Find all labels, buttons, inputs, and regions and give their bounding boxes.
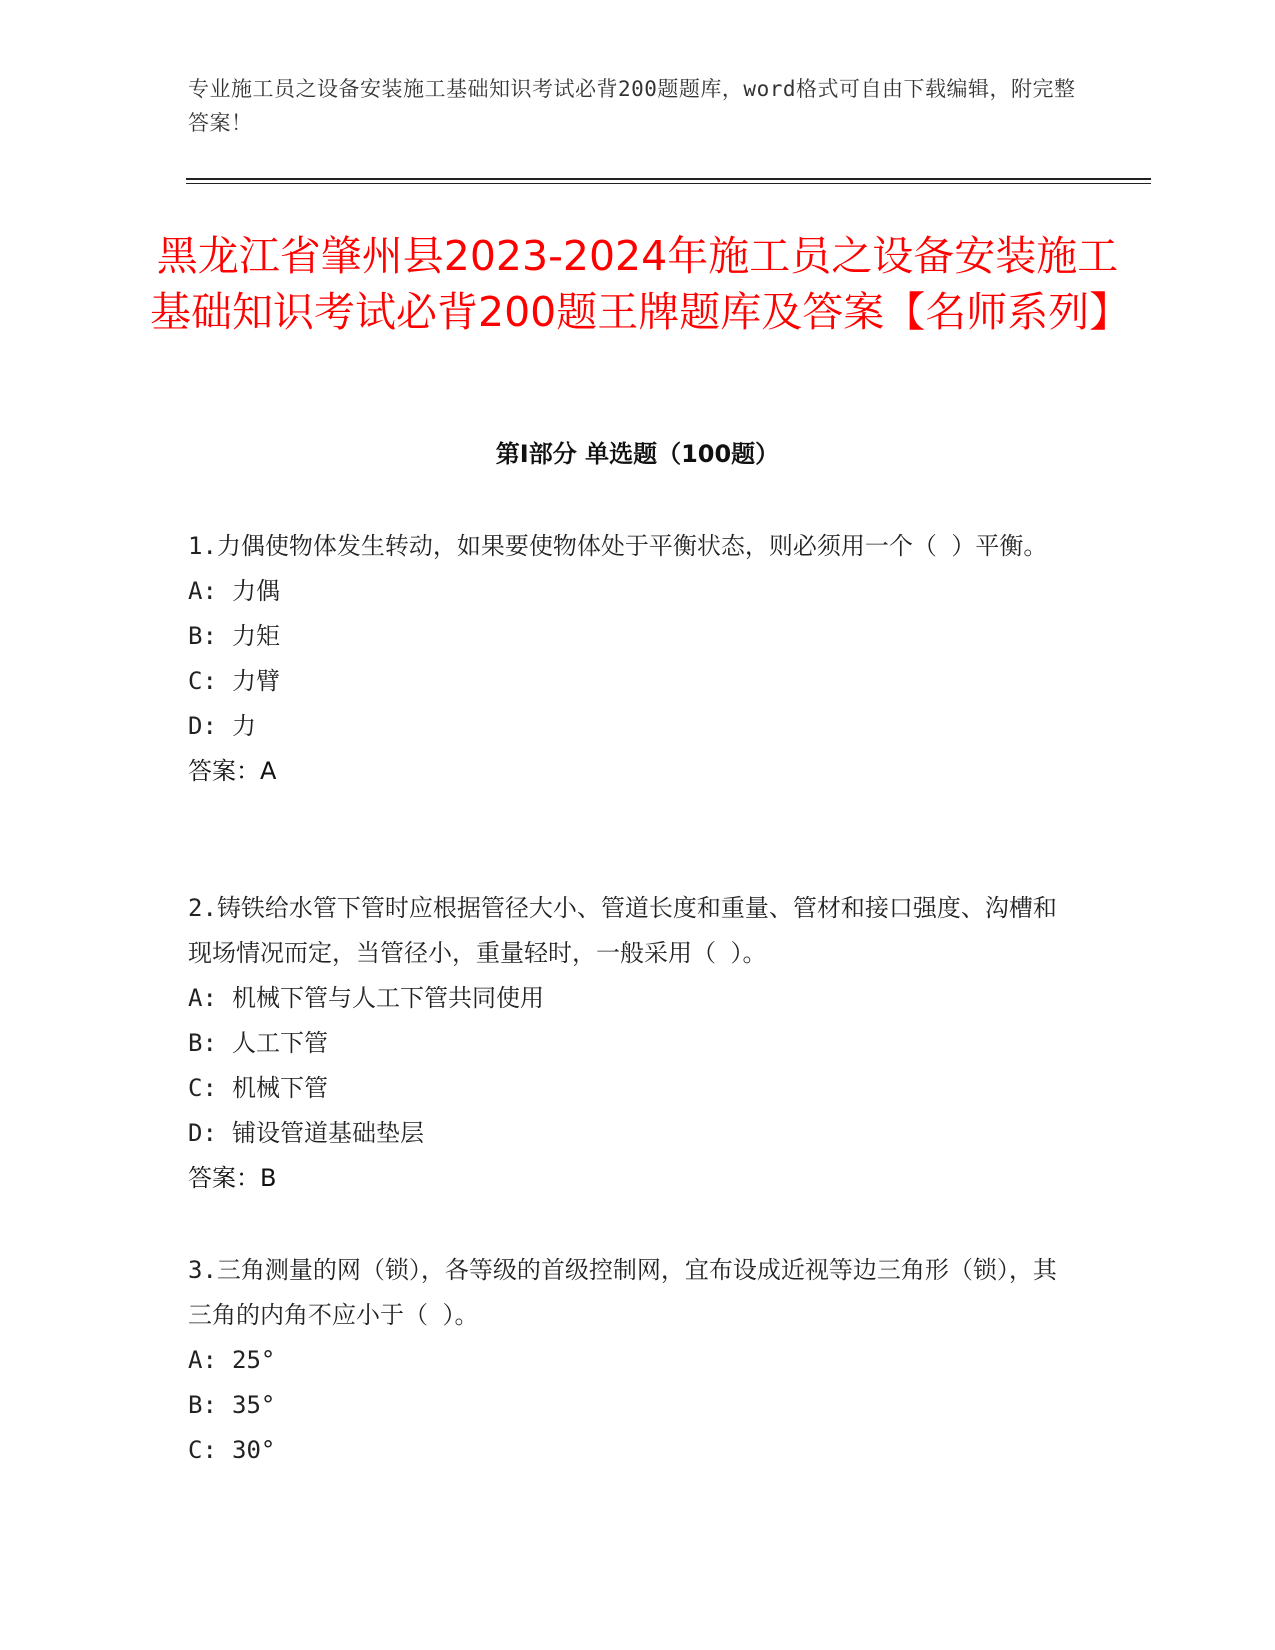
option-d	[188, 1111, 1068, 1156]
option-letter: D:	[188, 1119, 217, 1147]
option-letter: C:	[188, 1074, 217, 1102]
question-2	[188, 886, 1068, 1201]
option-letter: A:	[188, 984, 217, 1012]
option-text: 力臂	[232, 667, 280, 695]
option-letter: C:	[188, 1436, 217, 1464]
option-text: 机械下管与人工下管共同使用	[232, 984, 544, 1012]
header-divider	[186, 178, 1151, 180]
option-text: 25°	[232, 1346, 276, 1374]
question-stem: 2.铸铁给水管下管时应根据管径大小、管道长度和重量、管材和接口强度、沟槽和现场情况而定，当管径小，重量轻时，一般采用（ ）。	[188, 894, 1057, 967]
option-a	[188, 976, 1068, 1021]
option-letter: B:	[188, 622, 217, 650]
option-letter: B:	[188, 1391, 217, 1419]
option-letter: A:	[188, 577, 217, 605]
option-text: 人工下管	[232, 1029, 328, 1057]
question-stem: 3.三角测量的网（锁），各等级的首级控制网，宜布设成近视等边三角形（锁），其三角的内角不应小于（ ）。	[188, 1256, 1057, 1329]
header-divider-thin	[186, 183, 1151, 184]
option-c	[188, 1066, 1068, 1111]
option-b	[188, 1021, 1068, 1066]
option-letter: B:	[188, 1029, 217, 1057]
option-d	[188, 704, 1068, 749]
option-a	[188, 1338, 1068, 1383]
answer-line: 答案：B	[188, 1164, 277, 1192]
answer-line: 答案：A	[188, 757, 277, 785]
question-1	[188, 524, 1068, 794]
option-text: 30°	[232, 1436, 276, 1464]
option-text: 铺设管道基础垫层	[232, 1119, 424, 1147]
option-c	[188, 659, 1068, 704]
option-letter: D:	[188, 712, 217, 740]
option-text: 机械下管	[232, 1074, 328, 1102]
option-c	[188, 1428, 1068, 1473]
option-text: 力矩	[232, 622, 280, 650]
option-text: 力	[232, 712, 256, 740]
option-text: 35°	[232, 1391, 276, 1419]
section-heading: 第Ⅰ部分 单选题（100题）	[495, 440, 780, 468]
question-stem: 1.力偶使物体发生转动，如果要使物体处于平衡状态，则必须用一个（ ）平衡。	[188, 532, 1048, 560]
option-b	[188, 1383, 1068, 1428]
option-b	[188, 614, 1068, 659]
option-letter: A:	[188, 1346, 217, 1374]
document-title: 黑龙江省肇州县2023-2024年施工员之设备安装施工基础知识考试必背200题王牌题库及答案【名师系列】	[150, 232, 1131, 336]
option-a	[188, 569, 1068, 614]
question-3	[188, 1248, 1068, 1473]
option-text: 力偶	[232, 577, 280, 605]
option-letter: C:	[188, 667, 217, 695]
header-note: 专业施工员之设备安装施工基础知识考试必背200题题库，word格式可自由下载编辑，附完整答案！	[188, 77, 1076, 135]
